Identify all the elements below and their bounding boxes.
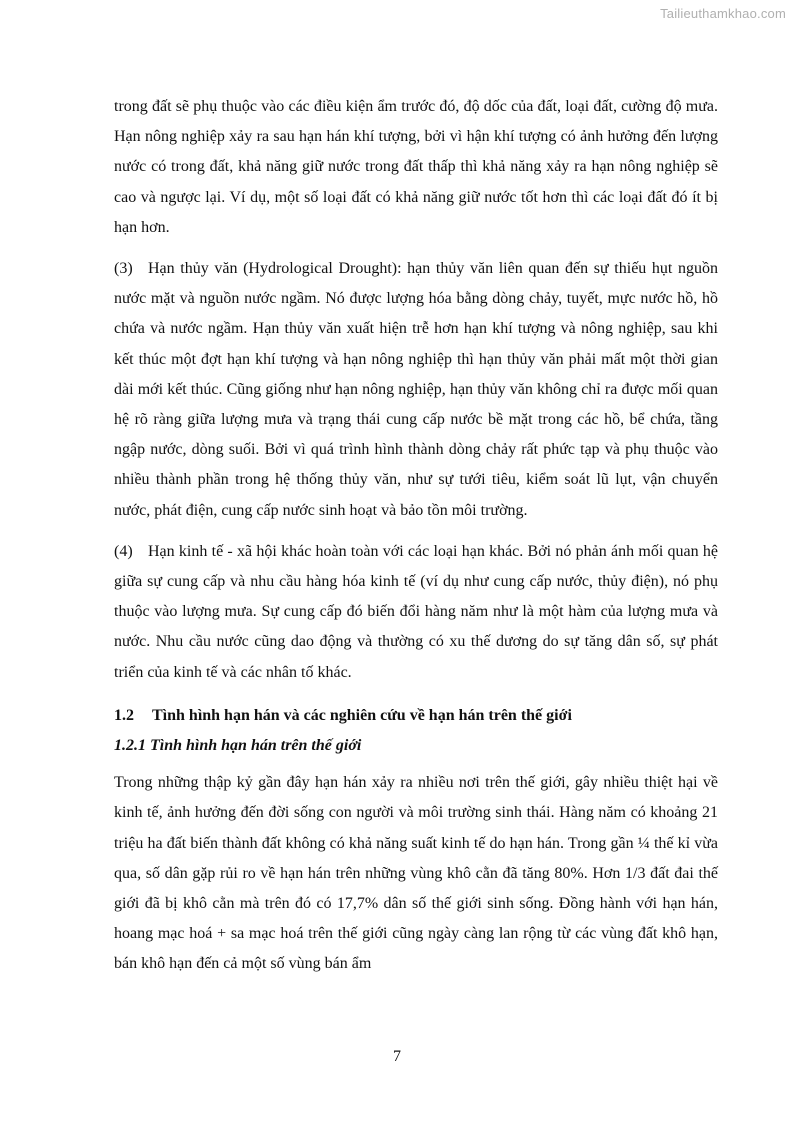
section-heading xyxy=(114,701,718,731)
section-number: 1.2 xyxy=(114,706,134,724)
enum-number: (4) xyxy=(114,542,133,560)
paragraph-socioeconomic-drought xyxy=(114,537,718,688)
subsection-heading: 1.2.1 Tình hình hạn hán trên thế giới xyxy=(114,737,362,755)
paragraph-agricultural-drought: trong đất sẽ phụ thuộc vào các điều kiện ẩm trước đó, độ dốc của đất, loại đất, cường độ mưa. Hạn nông nghiệp xảy ra sau hạn hán khí tượng, bởi vì hận khí tượng có ảnh hưởng đến lượng nước có trong đất, khả năng giữ nước trong đất thấp thì khả năng xảy ra hạn nông nghiệp sẽ cao và ngược lại. Ví dụ, một số loại đất có khả năng giữ nước tốt hơn thì các loại đất đó ít bị hạn hơn. xyxy=(114,98,718,236)
paragraph-world-drought: Trong những thập kỷ gần đây hạn hán xảy ra nhiều nơi trên thế giới, gây nhiều thiệt hại về kinh tế, ảnh hưởng đến đời sống con người và môi trường sinh thái. Hàng năm có khoảng 21 triệu ha đất biến thành đất không có khả năng suất kinh tế do hạn hán. Trong gần ¼ thế kỉ vừa qua, số dân gặp rủi ro về hạn hán trên những vùng khô cằn đã tăng 80%. Hơn 1/3 đất đai thế giới đã bị khô cằn mà trên đó có 17,7% dân số thế giới sinh sống. Đồng hành với hạn hán, hoang mạc hoá + sa mạc hoá trên thế giới cũng ngày càng lan rộng từ các vùng đất khô hạn, bán khô hạn đến cả một số vùng bán ẩm xyxy=(114,774,718,973)
section-title: Tình hình hạn hán và các nghiên cứu về hạn hán trên thế giới xyxy=(152,706,572,724)
document-body xyxy=(114,92,718,980)
paragraph-hydrological-drought xyxy=(114,254,718,526)
watermark: Tailieuthamkhao.com xyxy=(660,6,786,21)
paragraph-text: Hạn kinh tế - xã hội khác hoàn toàn với các loại hạn khác. Bởi nó phản ánh mối quan hệ giữa sự cung cấp và nhu cầu hàng hóa kinh tế (ví dụ như cung cấp nước, thủy điện), nó phụ thuộc vào lượng mưa. Sự cung cấp đó biến đổi hàng năm như là một hàm của lượng mưa và nước. Nhu cầu nước cũng dao động và thường có xu thế dương do sự tăng dân số, sự phát triển của kinh tế và các nhân tố khác. xyxy=(114,542,718,681)
page-number: 7 xyxy=(393,1048,401,1065)
enum-number: (3) xyxy=(114,260,133,278)
paragraph-text: Hạn thủy văn (Hydrological Drought): hạn thủy văn liên quan đến sự thiếu hụt nguồn nước mặt và nguồn nước ngầm. Nó được lượng hóa bằng dòng chảy, tuyết, mực nước hồ, hồ chứa và nước ngầm. Hạn thủy văn xuất hiện trễ hơn hạn khí tượng và nông nghiệp, sau khi kết thúc một đợt hạn khí tượng và hạn nông nghiệp thì hạn thủy văn phải mất một thời gian dài mới kết thúc. Cũng giống như hạn nông nghiệp, hạn thủy văn không chỉ ra được mối quan hệ rõ ràng giữa lượng mưa và trạng thái cung cấp nước bề mặt trong các hồ, bể chứa, tầng ngập nước, dòng suối. Bởi vì quá trình hình thành dòng chảy rất phức tạp và phụ thuộc vào nhiều thành phần trong hệ thống thủy văn, như sự tưới tiêu, kiểm soát lũ lụt, vận chuyển nước, phát điện, cung cấp nước sinh hoạt và bảo tồn môi trường. xyxy=(114,260,718,519)
